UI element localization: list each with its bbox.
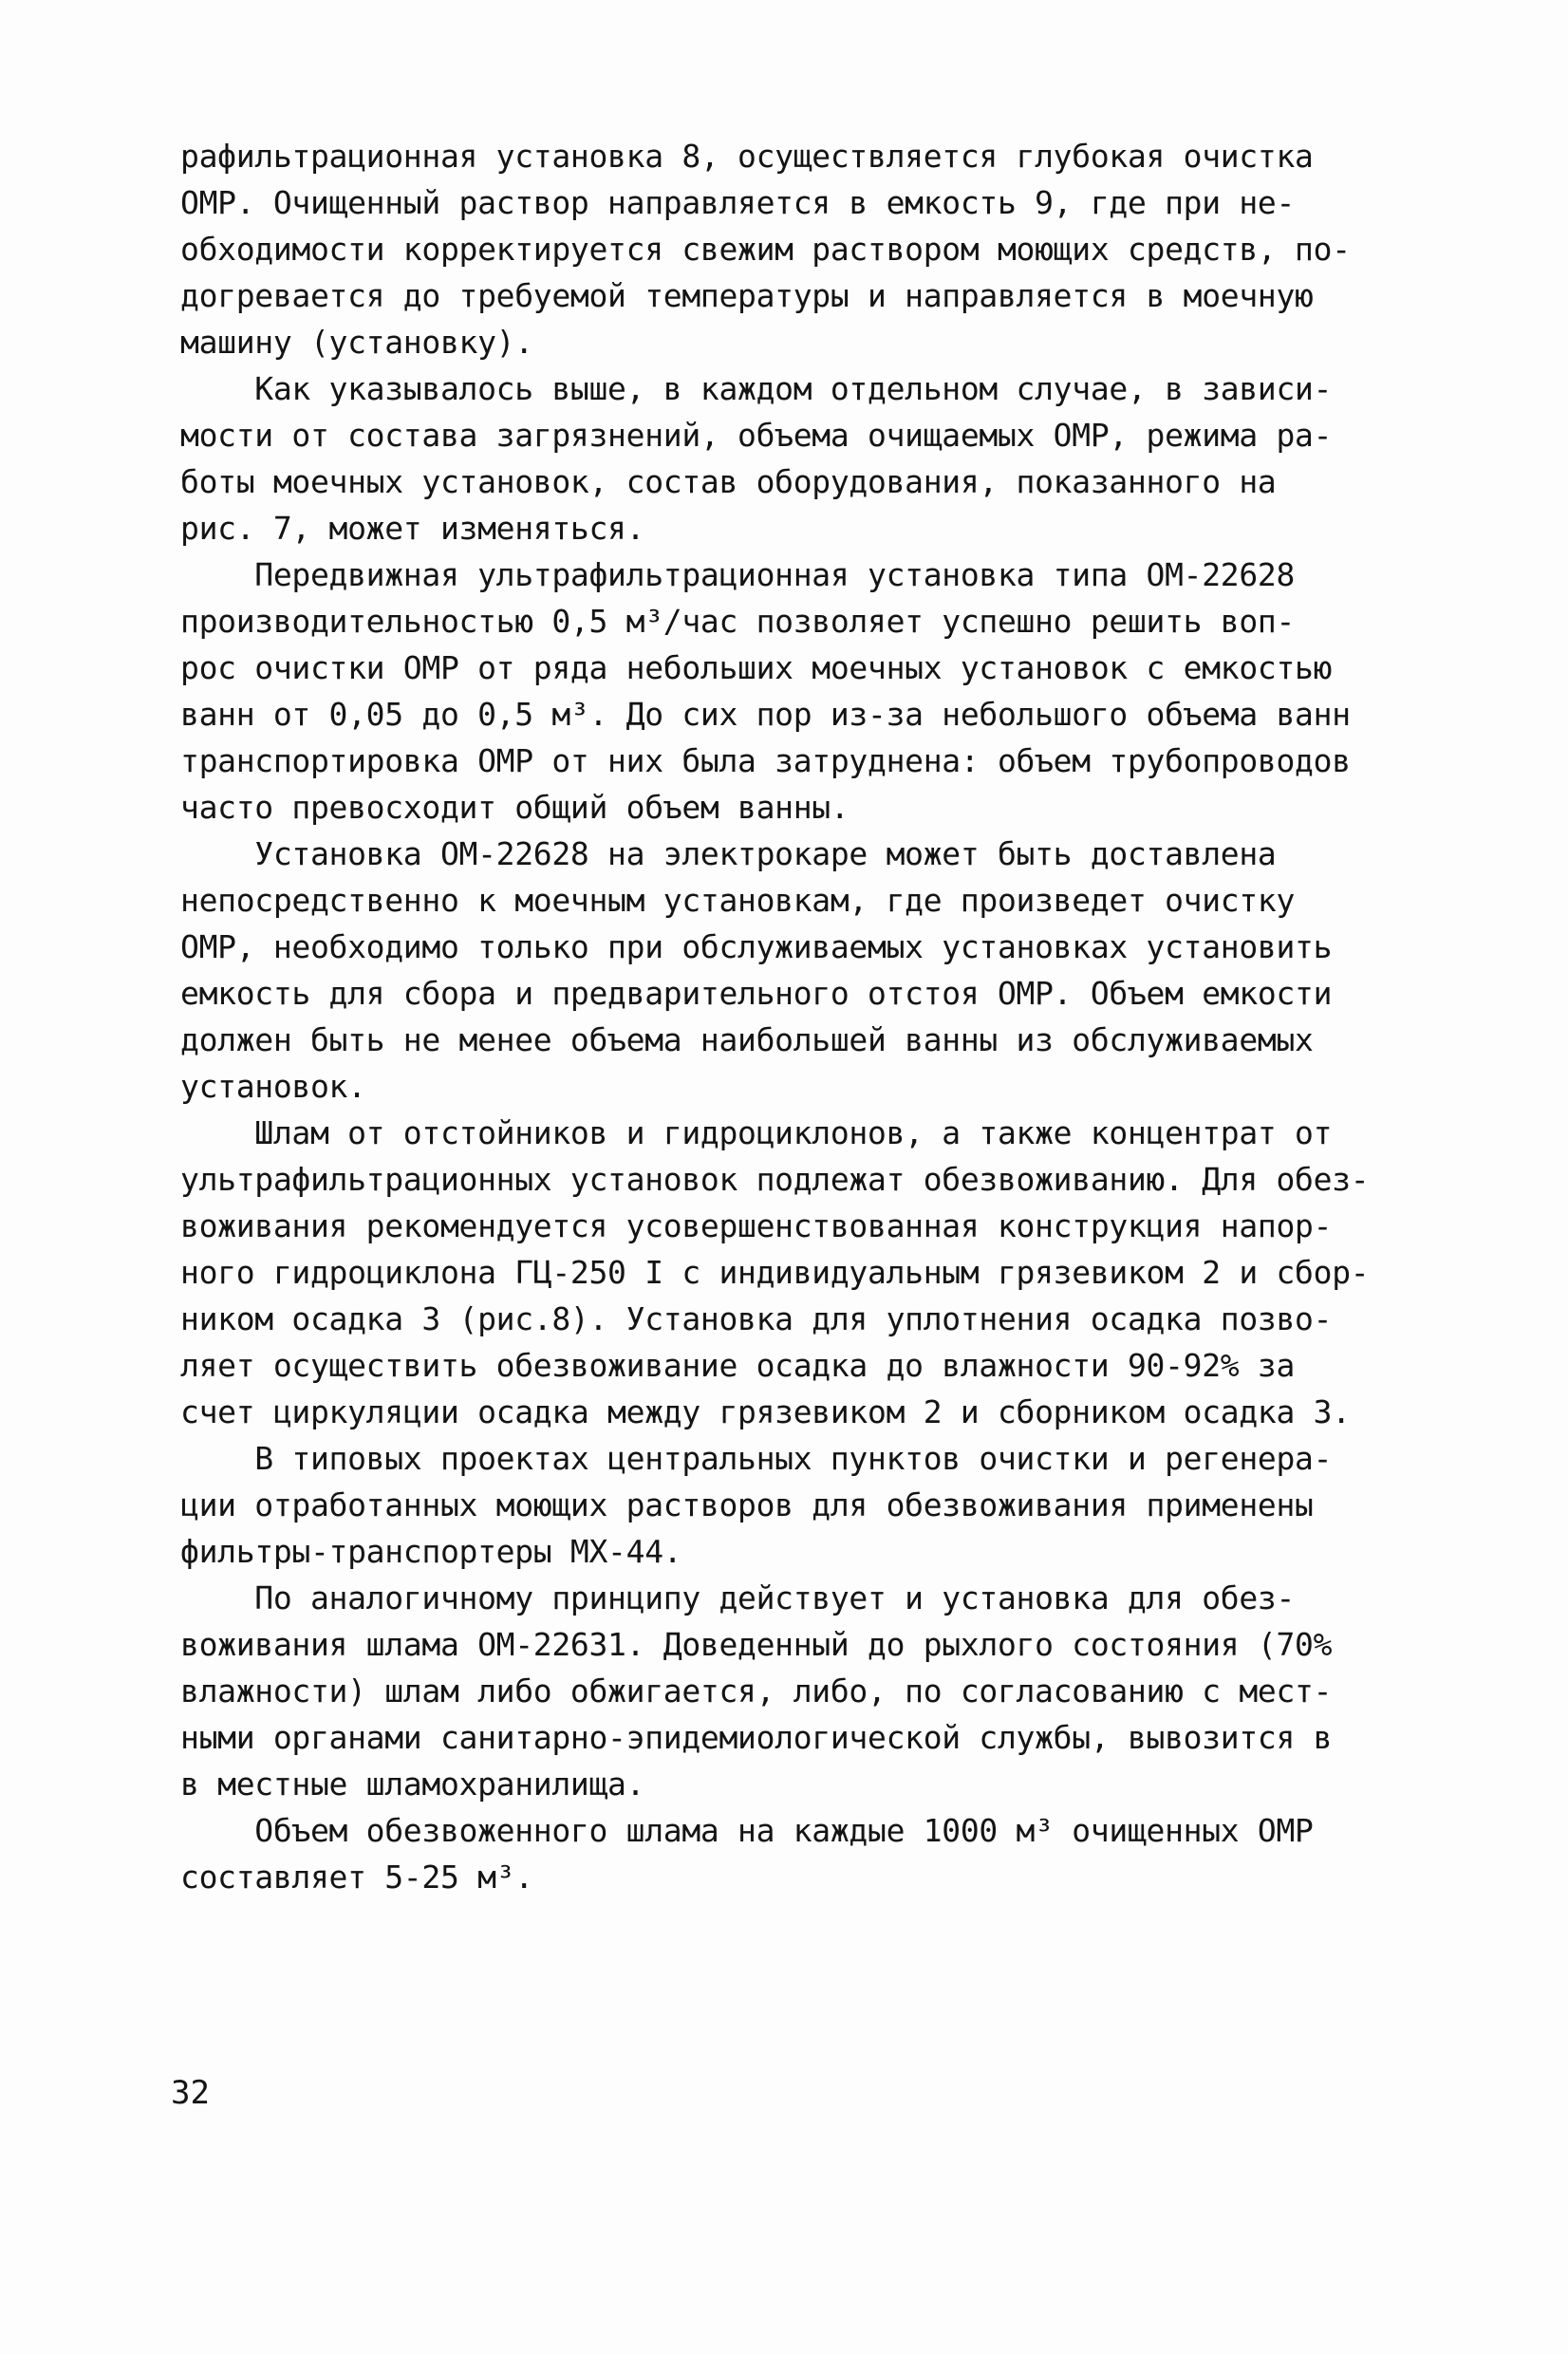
text-line: догревается до требуемой температуры и направляется в моечную [180,277,1314,314]
text-line: производительностью 0,5 м³/час позволяет успешно решить воп- [180,603,1296,640]
text-line: Объем обезвоженного шлама на каждые 1000 м³ очищенных ОМР [180,1812,1314,1849]
text-line: воживания шлама ОМ-22631. Доведенный до рыхлого состояния (70% [180,1626,1333,1663]
text-line: в местные шламохранилища. [180,1766,645,1803]
text-line: рос очистки ОМР от ряда небольших моечных установок с емкостью [180,649,1333,686]
text-line: машину (установку). [180,324,533,361]
text-line: емкость для сбора и предварительного отстоя ОМР. Объем емкости [180,975,1333,1012]
body-text [180,133,1386,1900]
text-line: Как указывалось выше, в каждом отдельном случае, в зависи- [180,370,1333,407]
text-line: часто превосходит общий объем ванны. [180,789,849,826]
text-line: ультрафильтрационных установок подлежат обезвоживанию. Для обез- [180,1161,1370,1198]
text-line: ванн от 0,05 до 0,5 м³. До сих пор из-за небольшого объема ванн [180,696,1351,733]
text-line: ОМР, необходимо только при обслуживаемых установках установить [180,928,1333,965]
paragraph-8 [180,1807,1386,1900]
text-line: По аналогичному принципу действует и установка для обез- [180,1579,1296,1616]
text-line: должен быть не менее объема наибольшей ванны из обслуживаемых [180,1021,1314,1058]
text-line: рафильтрационная установка 8, осуществляется глубокая очистка [180,138,1314,175]
text-line: рис. 7, может изменяться. [180,510,645,547]
text-line: воживания рекомендуется усовершенствованная конструкция напор- [180,1207,1333,1244]
text-line: составляет 5-25 м³. [180,1859,533,1896]
text-line: обходимости корректируется свежим раствором моющих средств, по- [180,231,1351,268]
text-line: фильтры-транспортеры МХ-44. [180,1533,682,1570]
text-line: установок. [180,1068,366,1105]
paragraph-6 [180,1435,1386,1575]
text-line: боты моечных установок, состав оборудования, показанного на [180,463,1277,500]
text-line: ником осадка 3 (рис.8). Установка для уплотнения осадка позво- [180,1300,1333,1337]
text-line: влажности) шлам либо обжигается, либо, по согласованию с мест- [180,1672,1333,1709]
text-line: ОМР. Очищенный раствор направляется в емкость 9, где при не- [180,184,1296,221]
paragraph-4 [180,831,1386,1110]
text-line: Установка ОМ-22628 на электрокаре может быть доставлена [180,835,1277,872]
paragraph-5 [180,1110,1386,1435]
paragraph-2 [180,365,1386,551]
text-line: мости от состава загрязнений, объема очищаемых ОМР, режима ра- [180,417,1333,454]
paragraph-7 [180,1575,1386,1807]
text-line: В типовых проектах центральных пунктов очистки и регенера- [180,1440,1333,1477]
text-line: Шлам от отстойников и гидроциклонов, а также концентрат от [180,1114,1333,1151]
text-line: Передвижная ультрафильтрационная установка типа ОМ-22628 [180,556,1296,593]
text-line: ляет осуществить обезвоживание осадка до влажности 90-92% за [180,1347,1296,1384]
text-line: счет циркуляции осадка между грязевиком 2 и сборником осадка 3. [180,1393,1351,1430]
paragraph-1 [180,133,1386,365]
text-line: ного гидроциклона ГЦ-250 I с индивидуальным грязевиком 2 и сбор- [180,1254,1370,1291]
text-line: ции отработанных моющих растворов для обезвоживания применены [180,1486,1314,1523]
text-line: непосредственно к моечным установкам, где произведет очистку [180,882,1296,919]
paragraph-3 [180,551,1386,831]
page-number: 32 [171,2074,210,2112]
text-line: транспортировка ОМР от них была затруднена: объем трубопроводов [180,742,1351,779]
text-line: ными органами санитарно-эпидемиологической службы, вывозится в [180,1719,1333,1756]
